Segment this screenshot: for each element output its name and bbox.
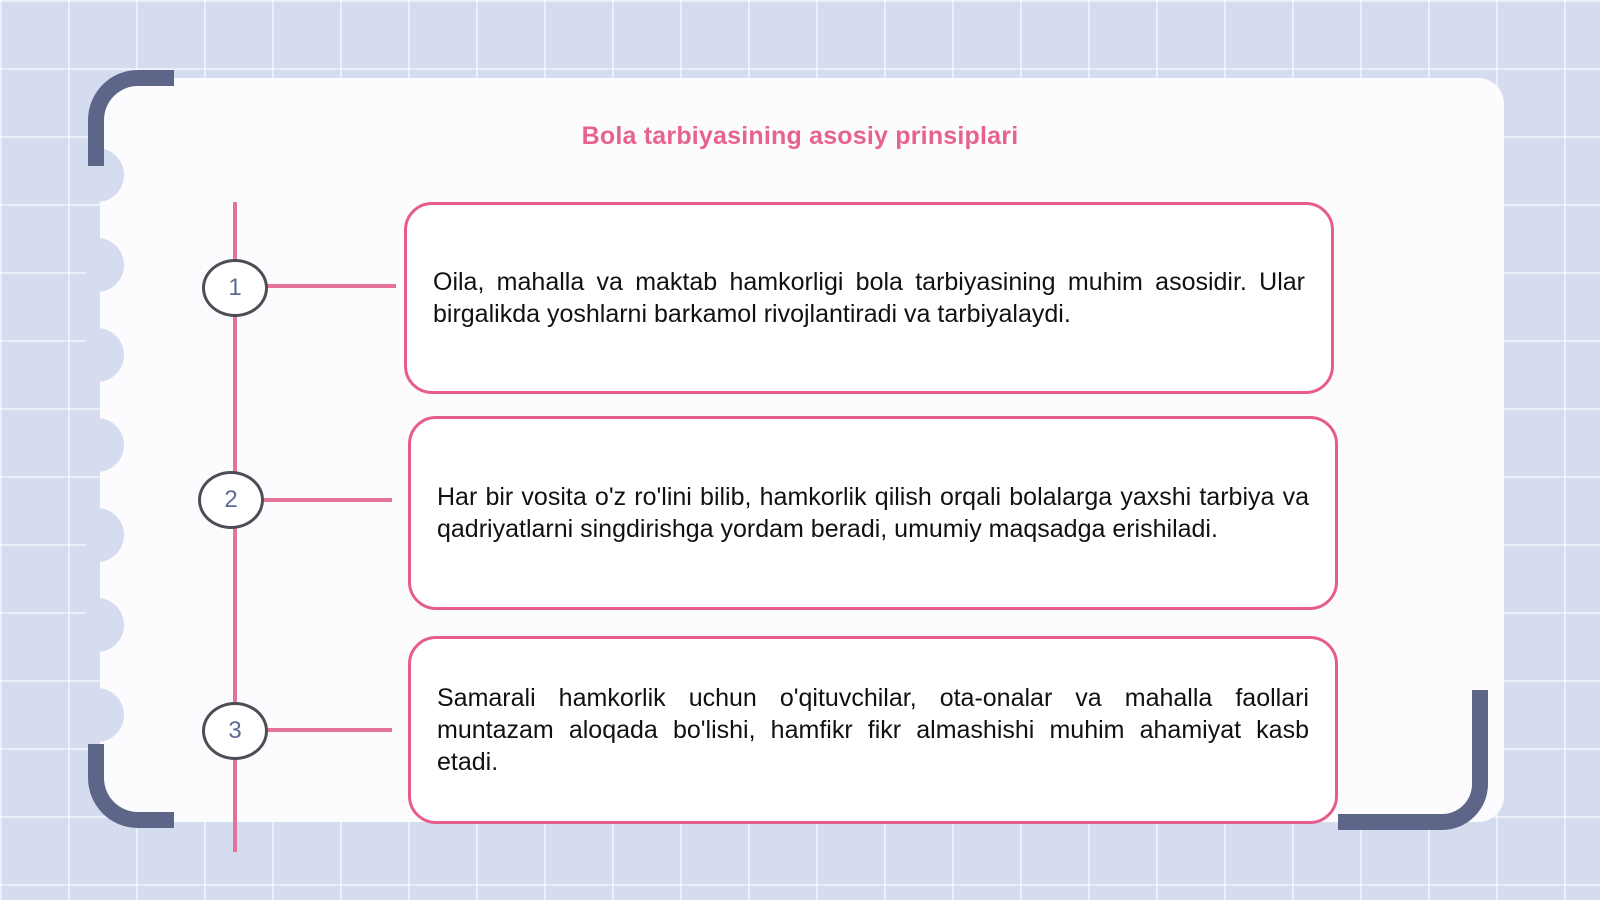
principle-text-1: Oila, mahalla va maktab hamkorligi bola tarbiyasining muhim asosidir. Ular birgalikda yoshlarni barkamol rivojlantiradi va tarbiyalaydi. bbox=[433, 268, 1305, 328]
connector-line-3 bbox=[266, 728, 392, 732]
principle-box-3 bbox=[408, 636, 1338, 824]
corner-bracket-top-left bbox=[88, 70, 174, 166]
step-number-1: 1 bbox=[202, 259, 268, 317]
principle-box-2 bbox=[408, 416, 1338, 610]
principle-text-3: Samarali hamkorlik uchun o'qituvchilar, ota-onalar va mahalla faollari muntazam aloqada bo'lishi, hamfikr fikr almashishi muhim ahamiyat kasb etadi. bbox=[437, 684, 1309, 776]
connector-line-1 bbox=[266, 284, 396, 288]
corner-bracket-bottom-right bbox=[1338, 690, 1488, 830]
step-number-2: 2 bbox=[198, 471, 264, 529]
step-number-3: 3 bbox=[202, 702, 268, 760]
principle-box-1 bbox=[404, 202, 1334, 394]
connector-line-2 bbox=[262, 498, 392, 502]
principle-text-2: Har bir vosita o'z ro'lini bilib, hamkorlik qilish orqali bolalarga yaxshi tarbiya va qadriyatlarni singdirishga yordam beradi, umumiy maqsadga erishiladi. bbox=[437, 483, 1309, 543]
slide-title: Bola tarbiyasining asosiy prinsiplari bbox=[581, 122, 1019, 150]
corner-bracket-bottom-left bbox=[88, 744, 174, 828]
